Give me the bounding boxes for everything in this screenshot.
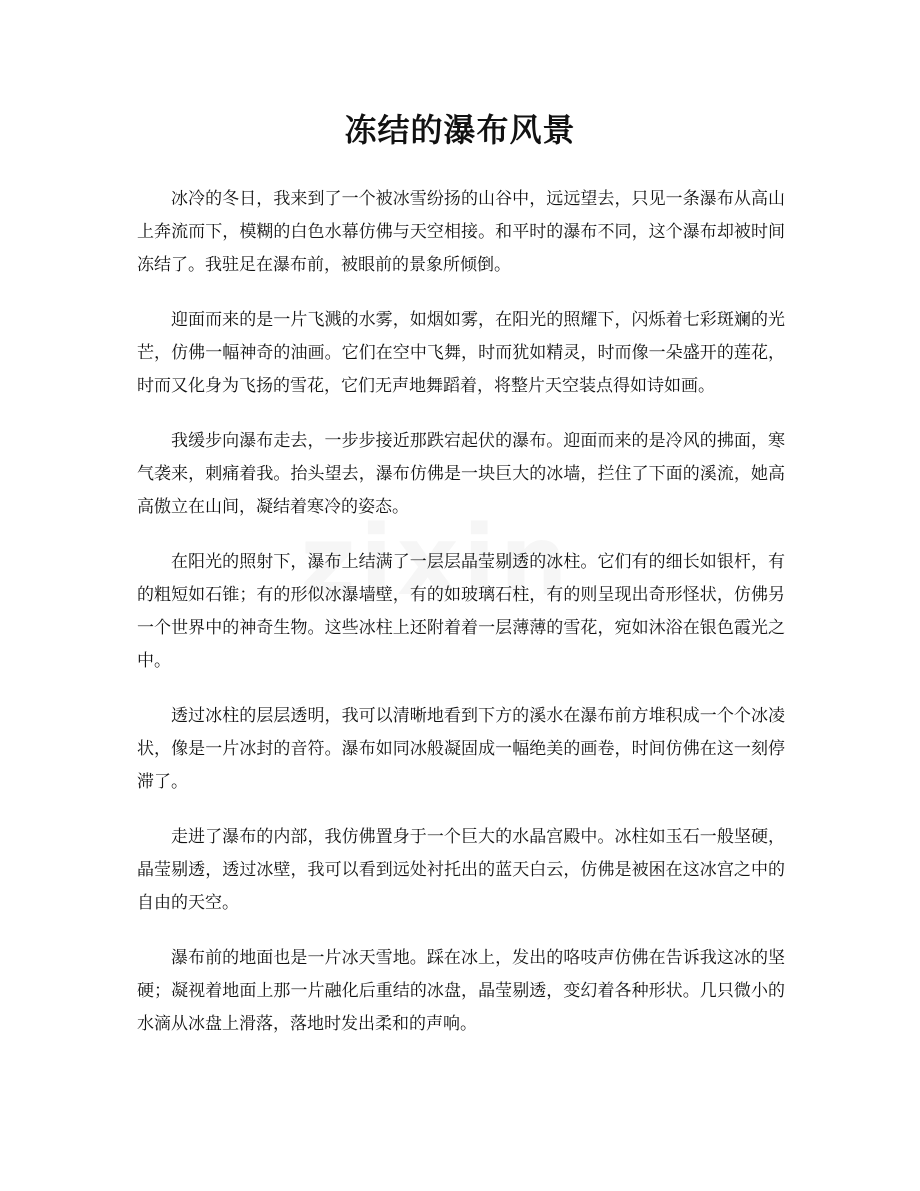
paragraph: 瀑布前的地面也是一片冰天雪地。踩在冰上，发出的咯吱声仿佛在告诉我这冰的坚硬；凝视着地面上那一片融化后重结的冰盘，晶莹剔透，变幻着各种形状。几只微小的水滴从冰盘上滑落，落地时发出柔和的声响。 [137,948,785,1034]
paragraph: 迎面而来的是一片飞溅的水雾，如烟如雾，在阳光的照耀下，闪烁着七彩斑斓的光芒，仿佛一幅神奇的油画。它们在空中飞舞，时而犹如精灵，时而像一朵盛开的莲花，时而又化身为飞扬的雪花，它们无声地舞蹈着，将整片天空装点得如诗如画。 [137,310,785,396]
document-body [137,183,785,1063]
document-title: 冻结的瀑布风景 [344,111,576,149]
paragraph: 冰冷的冬日，我来到了一个被冰雪纷扬的山谷中，远远望去，只见一条瀑布从高山上奔流而下，模糊的白色水幕仿佛与天空相接。和平时的瀑布不同，这个瀑布却被时间冻结了。我驻足在瀑布前，被眼前的景象所倾倒。 [137,189,785,275]
paragraph: 透过冰柱的层层透明，我可以清晰地看到下方的溪水在瀑布前方堆积成一个个冰凌状，像是一片冰封的音符。瀑布如同冰般凝固成一幅绝美的画卷，时间仿佛在这一刻停滞了。 [137,706,785,792]
paragraph: 我缓步向瀑布走去，一步步接近那跌宕起伏的瀑布。迎面而来的是冷风的拂面，寒气袭来，刺痛着我。抬头望去，瀑布仿佛是一块巨大的冰墙，拦住了下面的溪流，她高高傲立在山间，凝结着寒冷的姿态。 [137,431,785,517]
paragraph: 走进了瀑布的内部，我仿佛置身于一个巨大的水晶宫殿中。冰柱如玉石一般坚硬，晶莹剔透，透过冰壁，我可以看到远处衬托出的蓝天白云，仿佛是被困在这冰宫之中的自由的天空。 [137,827,785,913]
paragraph: 在阳光的照射下，瀑布上结满了一层层晶莹剔透的冰柱。它们有的细长如银杆，有的粗短如石锥；有的形似冰瀑墙壁，有的如玻璃石柱，有的则呈现出奇形怪状，仿佛另一个世界中的神奇生物。这些冰柱上还附着着一层薄薄的雪花，宛如沐浴在银色霞光之中。 [137,552,785,671]
